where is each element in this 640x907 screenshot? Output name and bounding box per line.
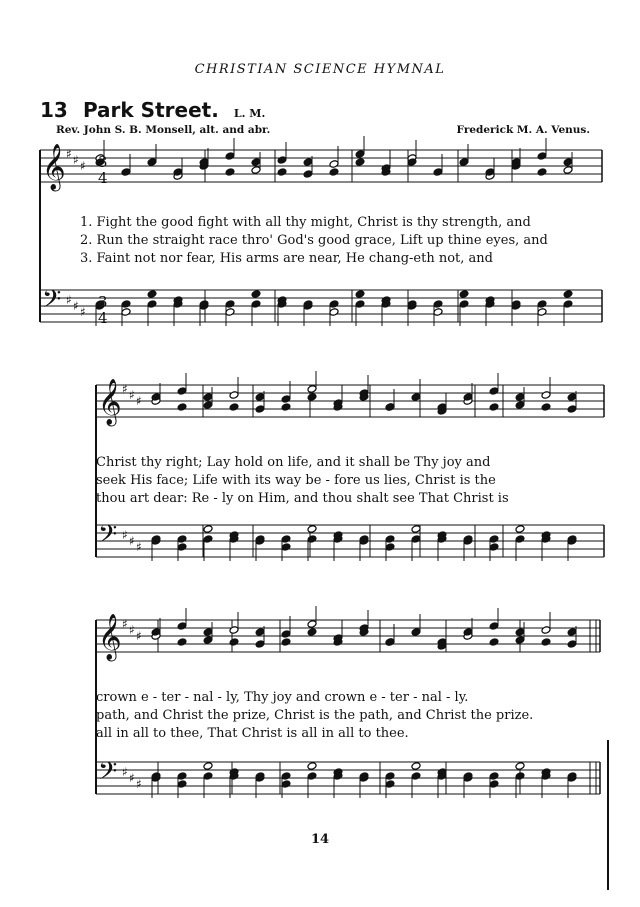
svg-text:♯: ♯: [129, 534, 135, 548]
svg-text:4: 4: [98, 169, 108, 187]
svg-text:♯: ♯: [122, 382, 128, 396]
hymn-meter: L. M.: [233, 107, 266, 120]
hymn-title: Park Street.: [82, 98, 219, 122]
svg-text:♯: ♯: [73, 299, 79, 313]
svg-text:♯: ♯: [122, 528, 128, 542]
lyric-line-3: 3. Faint not nor fear, His arms are near, He chang-eth not, and: [80, 251, 493, 266]
svg-text:♯: ♯: [136, 540, 142, 554]
svg-text:𝄢: 𝄢: [98, 757, 118, 792]
svg-text:♯: ♯: [136, 629, 142, 643]
svg-text:𝄞: 𝄞: [98, 614, 122, 660]
lyric-line-1: 1. Fight the good fight with all thy might, Christ is thy strength, and: [80, 215, 531, 230]
svg-text:3: 3: [98, 153, 108, 171]
hymn-number: 13: [40, 98, 68, 122]
svg-text:𝄞: 𝄞: [42, 144, 66, 190]
svg-text:3: 3: [98, 293, 108, 311]
lyric-line-1: Christ thy right; Lay hold on life, and it shall be Thy joy and: [96, 455, 491, 470]
page-edge-line: [607, 740, 609, 890]
svg-text:4: 4: [98, 309, 108, 327]
lyric-line-3: all in all to thee, That Christ is all in all to thee.: [96, 726, 409, 741]
lyric-line-2: seek His face; Life with its way be - fore us lies, Christ is the: [96, 473, 496, 488]
lyric-line-2: path, and Christ the prize, Christ is the path, and Christ the prize.: [96, 708, 534, 723]
lyric-line-3: thou art dear: Re - ly on Him, and thou shalt see That Christ is: [96, 491, 509, 506]
svg-text:♯: ♯: [136, 394, 142, 408]
svg-text:♯: ♯: [122, 765, 128, 779]
svg-text:𝄞: 𝄞: [98, 379, 122, 425]
lyric-line-2: 2. Run the straight race thro' God's good grace, Lift up thine eyes, and: [80, 233, 548, 248]
page-number: 14: [310, 832, 330, 847]
svg-text:♯: ♯: [80, 305, 86, 319]
running-head: CHRISTIAN SCIENCE HYMNAL: [194, 62, 446, 77]
svg-text:♯: ♯: [66, 147, 72, 161]
words-credit: Rev. John S. B. Monsell, alt. and abr.: [56, 124, 271, 136]
music-credit: Frederick M. A. Venus.: [456, 124, 590, 136]
lyric-line-1: crown e - ter - nal - ly, Thy joy and crown e - ter - nal - ly.: [96, 690, 469, 705]
svg-text:♯: ♯: [66, 293, 72, 307]
svg-text:♯: ♯: [129, 623, 135, 637]
svg-text:♯: ♯: [129, 388, 135, 402]
svg-text:♯: ♯: [73, 153, 79, 167]
svg-text:♯: ♯: [136, 777, 142, 791]
svg-text:♯: ♯: [80, 159, 86, 173]
svg-text:𝄢: 𝄢: [42, 285, 62, 320]
svg-text:♯: ♯: [122, 617, 128, 631]
svg-text:♯: ♯: [129, 771, 135, 785]
svg-text:𝄢: 𝄢: [98, 520, 118, 555]
